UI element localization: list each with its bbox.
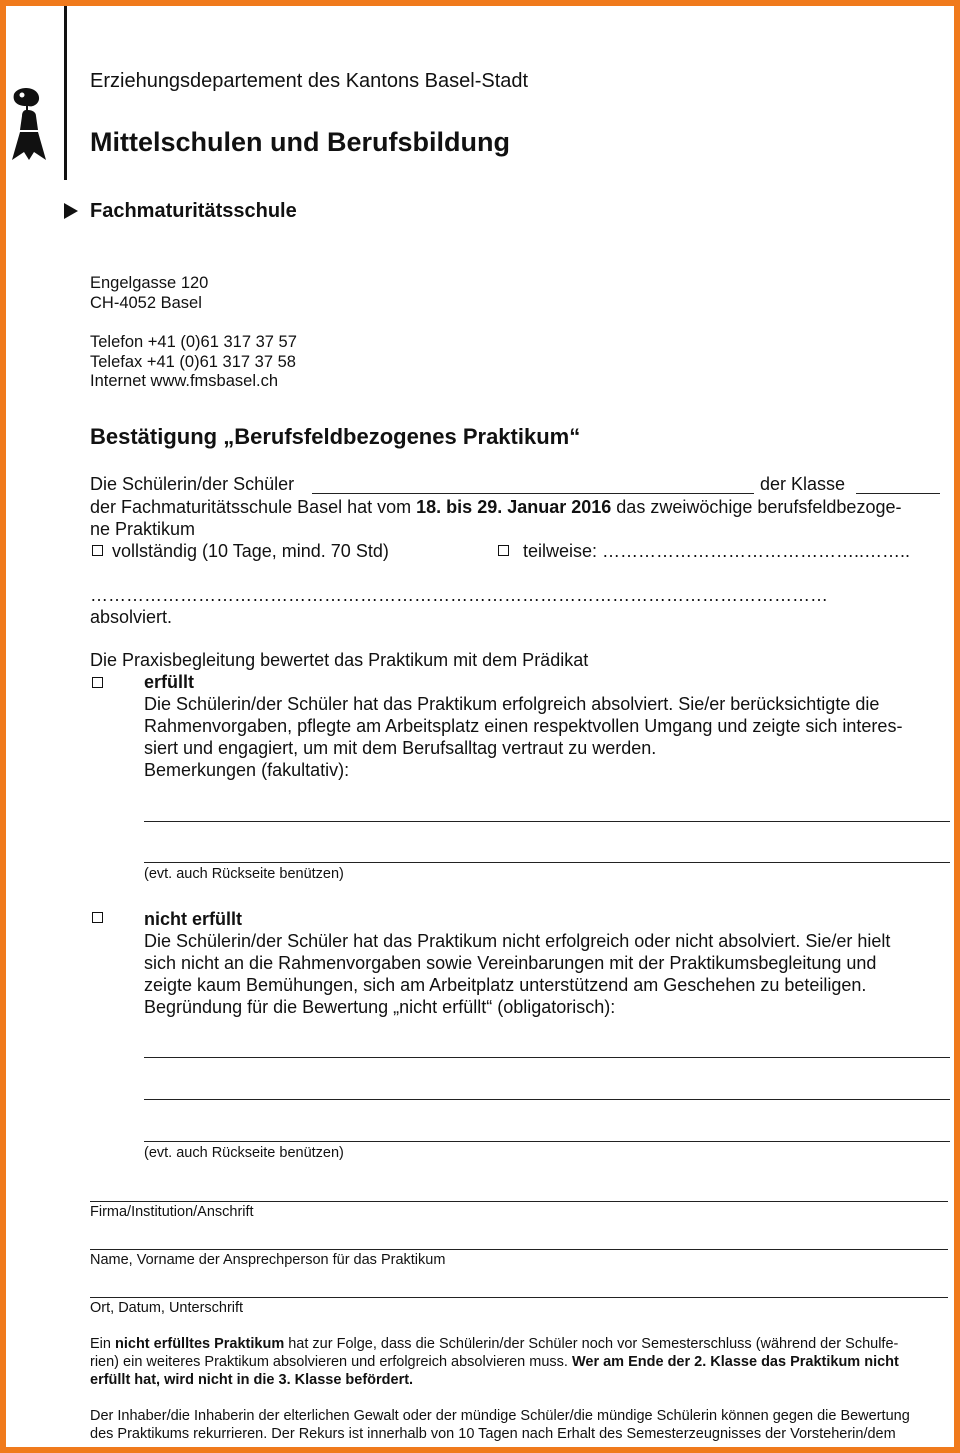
option-full-label: vollständig (10 Tage, mind. 70 Std) — [112, 541, 389, 561]
intro-line-2 — [90, 497, 901, 518]
footer-p1-line1 — [90, 1336, 898, 1352]
footer-p1-line3: erfüllt hat, wird nicht in die 3. Klasse befördert. — [90, 1372, 414, 1388]
passed-text-3: siert und engagiert, um mit dem Berufsalltag vertraut zu werden. — [144, 738, 657, 758]
signature-line[interactable] — [90, 1297, 948, 1298]
footer-p1-b: nicht erfülltes Praktikum — [115, 1336, 285, 1352]
student-name-field[interactable] — [312, 493, 754, 494]
contact-label: Name, Vorname der Ansprechperson für das Praktikum — [90, 1252, 446, 1268]
failed-text-1: Die Schülerin/der Schüler hat das Praktikum nicht erfolgreich oder nicht absolviert. Sie/er hielt — [144, 931, 891, 951]
passed-remarks-line-2[interactable] — [144, 862, 950, 863]
student-label: Die Schülerin/der Schüler — [90, 474, 295, 494]
failed-reason-line-1[interactable] — [144, 1057, 950, 1058]
footer-p1-line2-b: Wer am Ende der 2. Klasse das Praktikum nicht — [571, 1354, 899, 1370]
document-title: Bestätigung „Berufsfeldbezogenes Praktikum“ — [90, 424, 581, 449]
intro-dates: 18. bis 29. Januar 2016 — [416, 497, 612, 517]
header-divider — [64, 6, 67, 180]
checkbox-partial[interactable] — [498, 545, 509, 556]
intro-line-2-b: das zweiwöchige berufsfeldbezoge- — [611, 497, 902, 517]
failed-text-2: sich nicht an die Rahmenvorgaben sowie Vereinbarungen mit der Praktikumsbegleitung und — [144, 953, 877, 973]
school-name: Fachmaturitätsschule — [90, 200, 297, 222]
basel-crest-logo — [8, 86, 50, 162]
address-city: CH-4052 Basel — [90, 294, 202, 312]
intro-line-3: ne Praktikum — [90, 519, 196, 539]
contact-line[interactable] — [90, 1249, 948, 1250]
passed-text-1: Die Schülerin/der Schüler hat das Praktikum erfolgreich absolviert. Sie/er berücksichtigte die — [144, 694, 880, 714]
passed-remarks-line-1[interactable] — [144, 821, 950, 822]
footer-p1-line2 — [90, 1354, 899, 1370]
footer-p1-a: Ein — [90, 1336, 115, 1352]
passed-note: (evt. auch Rückseite benützen) — [144, 866, 344, 882]
address-phone: Telefon +41 (0)61 317 37 57 — [90, 333, 297, 351]
address-street: Engelgasse 120 — [90, 274, 209, 292]
failed-reason-label: Begründung für die Bewertung „nicht erfüllt“ (obligatorisch): — [144, 997, 616, 1017]
footer-p1-c: hat zur Folge, dass die Schülerin/der Schüler noch vor Semesterschluss (während der Schulfe- — [284, 1336, 899, 1352]
signature-label: Ort, Datum, Unterschrift — [90, 1300, 244, 1316]
completed-text: absolviert. — [90, 607, 173, 627]
intro-line-2-a: der Fachmaturitätsschule Basel hat vom — [90, 497, 417, 517]
footer-p2-line1: Der Inhaber/die Inhaberin der elterlichen Gewalt oder der mündige Schüler/die mündige Schülerin können gegen die Bewertung — [90, 1408, 910, 1424]
passed-text-2: Rahmenvorgaben, pflegte am Arbeitsplatz einen respektvollen Umgang und zeigte sich interes- — [144, 716, 903, 736]
passed-remarks-label: Bemerkungen (fakultativ): — [144, 760, 350, 780]
triangle-bullet-icon — [64, 203, 78, 219]
class-field[interactable] — [856, 493, 940, 494]
company-line[interactable] — [90, 1201, 948, 1202]
department-name: Erziehungsdepartement des Kantons Basel-Stadt — [90, 70, 529, 92]
class-label: der Klasse — [760, 474, 846, 494]
footer-p2-line2: des Praktikums rekurrieren. Der Rekurs ist innerhalb von 10 Tagen nach Erhalt des Semesterzeugnisses der Vorsteherin/dem — [90, 1426, 896, 1442]
rating-intro: Die Praxisbegleitung bewertet das Praktikum mit dem Prädikat — [90, 650, 589, 670]
partial-dots-line: …………………………………………………………………………………………………………… — [90, 585, 828, 605]
checkbox-passed[interactable] — [92, 677, 103, 688]
checkbox-failed[interactable] — [92, 912, 103, 923]
failed-reason-line-3[interactable] — [144, 1141, 950, 1142]
company-label: Firma/Institution/Anschrift — [90, 1204, 254, 1220]
failed-label: nicht erfüllt — [144, 909, 242, 929]
division-title: Mittelschulen und Berufsbildung — [90, 127, 510, 157]
failed-reason-line-2[interactable] — [144, 1099, 950, 1100]
checkbox-full[interactable] — [92, 545, 103, 556]
option-partial-label: teilweise: ……………………………………..…….. — [523, 541, 911, 561]
failed-note: (evt. auch Rückseite benützen) — [144, 1145, 344, 1161]
passed-label: erfüllt — [144, 672, 195, 692]
address-fax: Telefax +41 (0)61 317 37 58 — [90, 353, 296, 371]
failed-text-3: zeigte kaum Bemühungen, sich am Arbeitplatz unterstützend am Geschehen zu beteiligen. — [144, 975, 867, 995]
footer-p1-line2-a: rien) ein weiteres Praktikum absolvieren und erfolgreich absolvieren muss. — [90, 1354, 572, 1370]
address-internet: Internet www.fmsbasel.ch — [90, 372, 278, 390]
